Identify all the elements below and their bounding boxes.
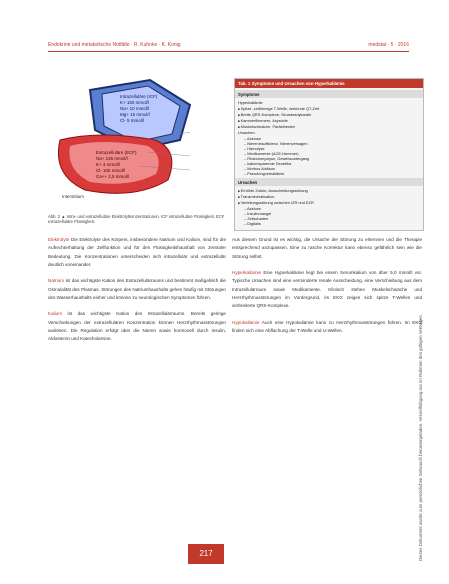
header-journal-title: Endokrine und metabolische Notfälle · R. Kuhnke · K. Konig <box>48 42 181 48</box>
icf-label-0: Intrazelluläre (ICF) <box>120 94 158 99</box>
paragraph-text: ist das wichtigste Kation des Extrazellulärraums und bestimmt maßgeblich die Osmolalität des Plasmas. Störungen des Natriumhaushalts gehen häufig mit Störungen des Wasserhaushalts einher und können zu neurologischen Symptomen führen. <box>48 278 226 301</box>
icf-label-2: Na+ 10 mmol/l <box>120 106 150 111</box>
header-rule <box>48 51 409 52</box>
side-note <box>418 165 428 565</box>
table-list-item: – Medikamente (ACE-Hemmer) <box>238 151 420 156</box>
table-list-item: Hyperkaliämie <box>238 100 263 105</box>
paragraph-text: Auch eine Hypokaliämie kann zu Herzrhythmusstörungen führen. Im EKG finden sich eine Abflachung der T-Welle und U-Wellen. <box>232 319 422 334</box>
paragraph-lead: Natrium <box>48 278 65 284</box>
paragraph-text: ist das wichtigste Kation des Intrazellulärraums. Bereits geringe Verschiebungen der extrazellulären Konzentration können Herzrhythmusstörungen auslösen. Die Regulation erfolgt über die Nieren sowie hormonell durch Insulin, Aldosteron und Katecholamine. <box>48 311 226 342</box>
header-issue: medstat · 5 · 2016 <box>368 42 409 48</box>
side-note-text: Dieses Dokument wurde zum persönlichen Gebrauch heruntergeladen. Vervielfältigung nur im Rahmen des gültigen Vertrages. <box>418 314 423 561</box>
running-header <box>48 42 409 52</box>
electrolyte-figure <box>40 70 220 210</box>
table-list-symptoms <box>235 100 423 176</box>
table-section-heading: Symptome <box>235 90 423 98</box>
body-column-right <box>232 236 422 343</box>
figure-caption: Abb. 2 ▲ Intra- und extrazelluläre Elektrolytkonzentrationen. ICF intrazelluläre Flüssigkeit, ECF extrazelluläre Flüssigkeit. <box>48 214 225 225</box>
body-paragraph <box>232 269 422 311</box>
ecf-label-3: Cl- 105 mmol/l <box>96 168 126 173</box>
table-list-item: – Zellschaden <box>238 216 420 221</box>
table-list-item: – Hämolyse <box>238 146 420 151</box>
paragraph-text: Aus diesem Grund ist es wichtig, die Ursache der Störung zu erkennen und die Therapie entsprechend anzupassen. Eine zu rasche Korrektur kann ebenso gefährlich sein wie die Störung selbst. <box>232 237 422 259</box>
table-list-causes <box>235 188 423 226</box>
icf-label-1: K+ 150 mmol/l <box>120 100 149 105</box>
table-list-item: – Niereninsuffizienz, Nierenversagen <box>238 141 420 146</box>
table-list-item: – Azidose <box>238 206 420 211</box>
table-list-item: – Azidose <box>238 136 420 141</box>
icf-label-4: Cl- 5 mmol/l <box>120 118 145 123</box>
body-column-left <box>48 236 226 352</box>
table-section-heading: Ursachen <box>235 178 423 186</box>
table-list-item: – kaliumsparende Diuretika <box>238 161 420 166</box>
table-list-item: – Morbus Addison <box>238 166 420 171</box>
table-list-item: ■ Erhöhte Zufuhr, Ausscheidungsstörung <box>238 188 420 194</box>
ecf-label-0: Extrazelluläre (ECF) <box>96 150 137 155</box>
paragraph-lead: Elektrolyte <box>48 237 70 242</box>
table-list-item: ■ Spitze, zeltförmige T-Welle, verkürzte QT-Zeit <box>238 106 420 112</box>
ecf-label-4: Ca++ 2,5 mmol/l <box>96 174 130 179</box>
table-list-item: – Pseudohyperkaliämie <box>238 171 420 176</box>
table-list-item: ■ Verteilungsstörung zwischen IZR und EZR <box>238 200 420 206</box>
table-list-item: – Rhabdomyolyse, Gewebsuntergang <box>238 156 420 161</box>
table-list-item: – Digitalis <box>238 221 420 226</box>
body-paragraph <box>48 277 226 302</box>
table-list-item: Ursachen <box>238 130 255 135</box>
table-list-item: ■ Transmineralisation <box>238 194 420 200</box>
table-list-item: – Insulinmangel <box>238 211 420 216</box>
paragraph-lead: Hypokaliämie <box>232 319 260 325</box>
table-list-item: ■ Muskelschwäche, Parästhesien <box>238 124 420 130</box>
paragraph-lead: Hyperkaliämie <box>232 270 262 276</box>
paragraph-text: Die Elektrolyte des Körpers, insbesondere Natrium und Kalium, sind für die Aufrechterhaltung der Zellfunktion und für den Flüssigkeitshaushalt von zentraler Bedeutung. Die Konzentrationen unterscheiden sich intrazellulär und extrazellulär deutlich voneinander. <box>48 237 227 268</box>
table-list-item: ■ Breite QRS-Komplexe, Sinusbradykardie <box>238 112 420 118</box>
ecf-label-1: Na+ 145 mmol/l <box>96 156 128 161</box>
page-number: 217 <box>188 544 224 564</box>
body-paragraph <box>232 319 422 336</box>
table-list-item: ■ Kammerflimmern, Asystolie <box>238 118 420 124</box>
symptom-table <box>234 78 424 231</box>
icf-label-3: Mg+ 15 mmol/l <box>120 112 150 117</box>
table-title: Tab. 1 Symptome und Ursachen von Hyperkaliämie <box>235 79 423 88</box>
ecf-label-2: K+ 4 mmol/l <box>96 162 120 167</box>
interstitium-label: Interstitium <box>62 194 85 199</box>
body-paragraph <box>48 310 226 343</box>
body-paragraph <box>232 236 422 261</box>
paragraph-lead: Kalium <box>48 311 63 317</box>
body-paragraph <box>48 236 226 269</box>
paragraph-text: Eine Hyperkaliämie liegt bei einem Serumkalium von über 5,0 mmol/l vor. Typische Ursachen sind eine verminderte renale Ausscheidung, eine Verschiebung aus dem Intrazellulärraum sowie Medikamente. Klinisch stehen Muskelschwäche und Herzrhythmusstörungen im Vordergrund, im EKG zeigen sich spitze T-Wellen und verbreiterte QRS-Komplexe. <box>232 270 422 309</box>
